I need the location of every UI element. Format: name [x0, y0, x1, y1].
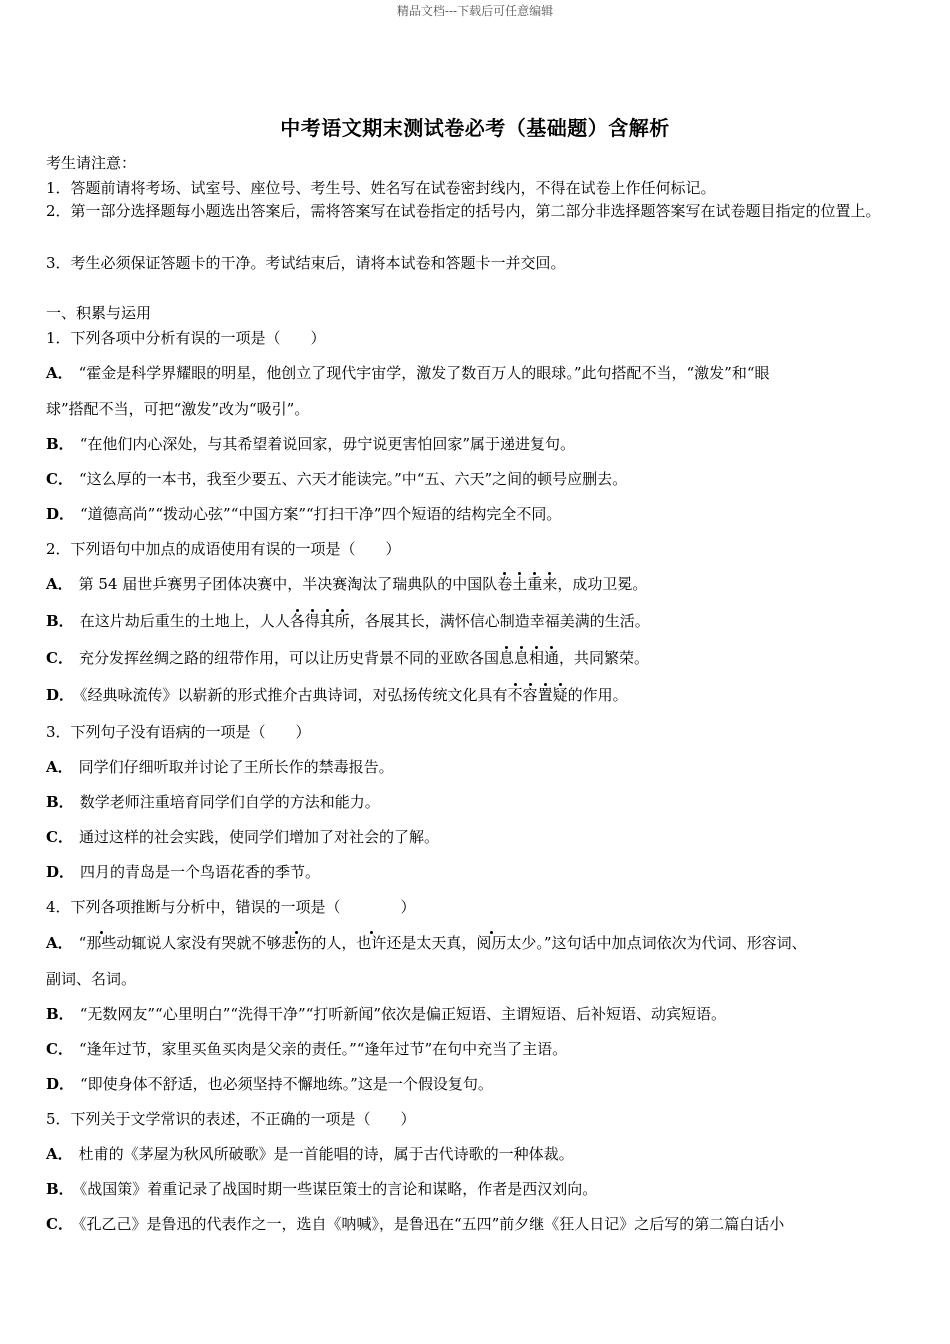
option-label: C．	[46, 1215, 73, 1233]
notice-item: 2．第一部分选择题每小题选出答案后，需将答案写在试卷指定的括号内，第二部分非选择题答案写在试卷题目指定的位置上。	[46, 202, 881, 220]
dotted-word: 阅历	[476, 934, 507, 952]
header-note: 精品文档---下载后可任意编辑	[396, 4, 554, 18]
option-c	[46, 1038, 916, 1059]
option-label: B．	[46, 1005, 74, 1023]
option-label: B．	[46, 612, 74, 630]
option-c	[46, 826, 916, 847]
option-text: 通过这样的社会实践，使同学们增加了对社会的了解。	[78, 828, 439, 846]
option-a	[46, 573, 916, 594]
dotted-char: 各	[289, 612, 305, 630]
option-c	[46, 468, 916, 489]
section-heading: 一、积累与运用	[46, 304, 152, 322]
option-text: “这么厚的一本书，我至少要五、六天才能读完。”中“五、六天”之间的顿号应删去。	[78, 470, 628, 488]
option-text: 动辄说人家没有哭就不够	[116, 934, 282, 952]
dotted-char: 所	[334, 612, 350, 630]
option-label: A．	[46, 364, 73, 382]
option-b	[46, 610, 916, 631]
option-label: C．	[46, 470, 73, 488]
option-text: ，各展其长，满怀信心制造幸福美满的生活。	[349, 612, 650, 630]
option-d	[46, 1073, 916, 1094]
option-text: “逢年过节，家里买鱼买肉是父亲的责任。”“逢年过节”在句中充当了主语。	[78, 1040, 568, 1058]
option-b	[46, 433, 916, 454]
option-text: “	[78, 934, 87, 952]
option-text: 《战国策》着重记录了战国时期一些谋臣策士的言论和谋略，作者是西汉刘向。	[79, 1180, 598, 1198]
option-label: A．	[46, 758, 73, 776]
option-text: “霍金是科学界耀眼的明星，他创立了现代宇宙学，激发了数百万人的眼球。”此句搭配不当，“激发”和“眼	[78, 364, 770, 382]
option-label: B．	[46, 793, 74, 811]
option-text: “即使身体不舒适，也必须坚持不懈地练。”这是一个假设复句。	[80, 1075, 493, 1093]
dotted-char: 息	[498, 649, 514, 667]
option-a-continued: 球”搭配不当，可把“激发”改为“吸引”。	[46, 400, 310, 418]
option-text: 《孔乙己》是鲁迅的代表作之一，选自《呐喊》，是鲁迅在“五四”前夕继《狂人日记》之后写的第二篇白话小	[78, 1215, 785, 1233]
dotted-word: 悲伤	[281, 934, 312, 952]
option-label: A．	[46, 934, 73, 952]
option-text: 的作用。	[567, 686, 628, 704]
dotted-char: 土	[512, 575, 528, 593]
option-text: 的人，	[311, 934, 357, 952]
option-text: 太少。”这句话中加点词依次为代词、形容词、	[506, 934, 807, 952]
option-text: 《经典咏流传》以崭新的形式推介古典诗词，对弘扬传统文化具有	[80, 686, 508, 704]
dotted-char: 得	[304, 612, 320, 630]
option-label: A．	[46, 575, 73, 593]
option-a	[46, 932, 916, 953]
option-a	[46, 362, 916, 383]
option-label: D．	[46, 505, 75, 523]
notice-item: 1．答题前请将考场、试室号、座位号、考生号、姓名写在试卷密封线内，不得在试卷上作任何标记。	[46, 179, 716, 197]
dotted-char: 通	[544, 649, 560, 667]
option-text: 充分发挥丝绸之路的纽带作用，可以让历史背景不同的亚欧各国	[78, 649, 499, 667]
option-label: A．	[46, 1145, 73, 1163]
dotted-char: 容	[522, 686, 538, 704]
option-text: 杜甫的《茅屋为秋风所破歌》是一首能唱的诗，属于古代诗歌的一种体裁。	[78, 1145, 574, 1163]
option-text: 在这片劫后重生的土地上，人人	[79, 612, 290, 630]
option-d	[46, 861, 916, 882]
option-text: 还是太天真，	[386, 934, 477, 952]
dotted-word: 也许	[356, 934, 387, 952]
question-stem: 5．下列关于文学常识的表述，不正确的一项是（ ）	[46, 1110, 416, 1128]
option-b	[46, 791, 916, 812]
option-b	[46, 1003, 916, 1024]
option-d	[46, 684, 916, 705]
dotted-char: 不	[507, 686, 523, 704]
dotted-char: 来	[542, 575, 558, 593]
page-title: 中考语文期末测试卷必考（基础题）含解析	[280, 116, 670, 140]
option-label: C．	[46, 828, 73, 846]
option-text: “无数网友”“心里明白”“洗得干净”“打听新闻”依次是偏正短语、主谓短语、后补短语、动宾短语。	[79, 1005, 727, 1023]
notice-item: 3．考生必须保证答题卡的干净。考试结束后，请将本试卷和答题卡一并交回。	[46, 254, 566, 272]
option-text: 同学们仔细听取并讨论了王所长作的禁毒报告。	[78, 758, 394, 776]
option-text: 四月的青岛是一个鸟语花香的季节。	[80, 863, 321, 881]
question-stem: 2．下列语句中加点的成语使用有误的一项是（ ）	[46, 540, 401, 558]
option-c	[46, 647, 916, 668]
option-c	[46, 1213, 916, 1234]
dotted-char: 其	[319, 612, 335, 630]
option-label: C．	[46, 1040, 73, 1058]
option-text: “在他们内心深处，与其希望着说回家，毋宁说更害怕回家”属于递进复句。	[79, 435, 576, 453]
question-stem: 3．下列句子没有语病的一项是（ ）	[46, 723, 311, 741]
option-text: “道德高尚”“拨动心弦”“中国方案”“打扫干净”四个短语的结构完全不同。	[80, 505, 562, 523]
dotted-char: 疑	[552, 686, 568, 704]
notice-heading: 考生请注意：	[46, 154, 137, 172]
option-a-continued: 副词、名词。	[46, 970, 137, 988]
question-stem: 1．下列各项中分析有误的一项是（ ）	[46, 329, 326, 347]
option-label: B．	[46, 435, 74, 453]
option-text: 数学老师注重培育同学们自学的方法和能力。	[79, 793, 380, 811]
dotted-char: 重	[527, 575, 543, 593]
option-label: D．	[46, 863, 75, 881]
dotted-char: 息	[513, 649, 529, 667]
dotted-char: 卷	[497, 575, 513, 593]
option-text: 第 54 届世乒赛男子团体决赛中，半决赛淘汰了瑞典队的中国队	[78, 575, 498, 593]
option-label: B．	[46, 1180, 74, 1198]
dotted-word: 那些	[86, 934, 117, 952]
option-label: D．	[46, 686, 75, 704]
option-b	[46, 1178, 916, 1199]
option-a	[46, 1143, 916, 1164]
dotted-char: 相	[529, 649, 545, 667]
question-stem: 4．下列各项推断与分析中，错误的一项是（ ）	[46, 898, 416, 916]
option-label: D．	[46, 1075, 75, 1093]
option-d	[46, 503, 916, 524]
option-text: ，共同繁荣。	[559, 649, 650, 667]
option-a	[46, 756, 916, 777]
option-label: C．	[46, 649, 73, 667]
option-text: ，成功卫冕。	[557, 575, 648, 593]
dotted-char: 置	[537, 686, 553, 704]
